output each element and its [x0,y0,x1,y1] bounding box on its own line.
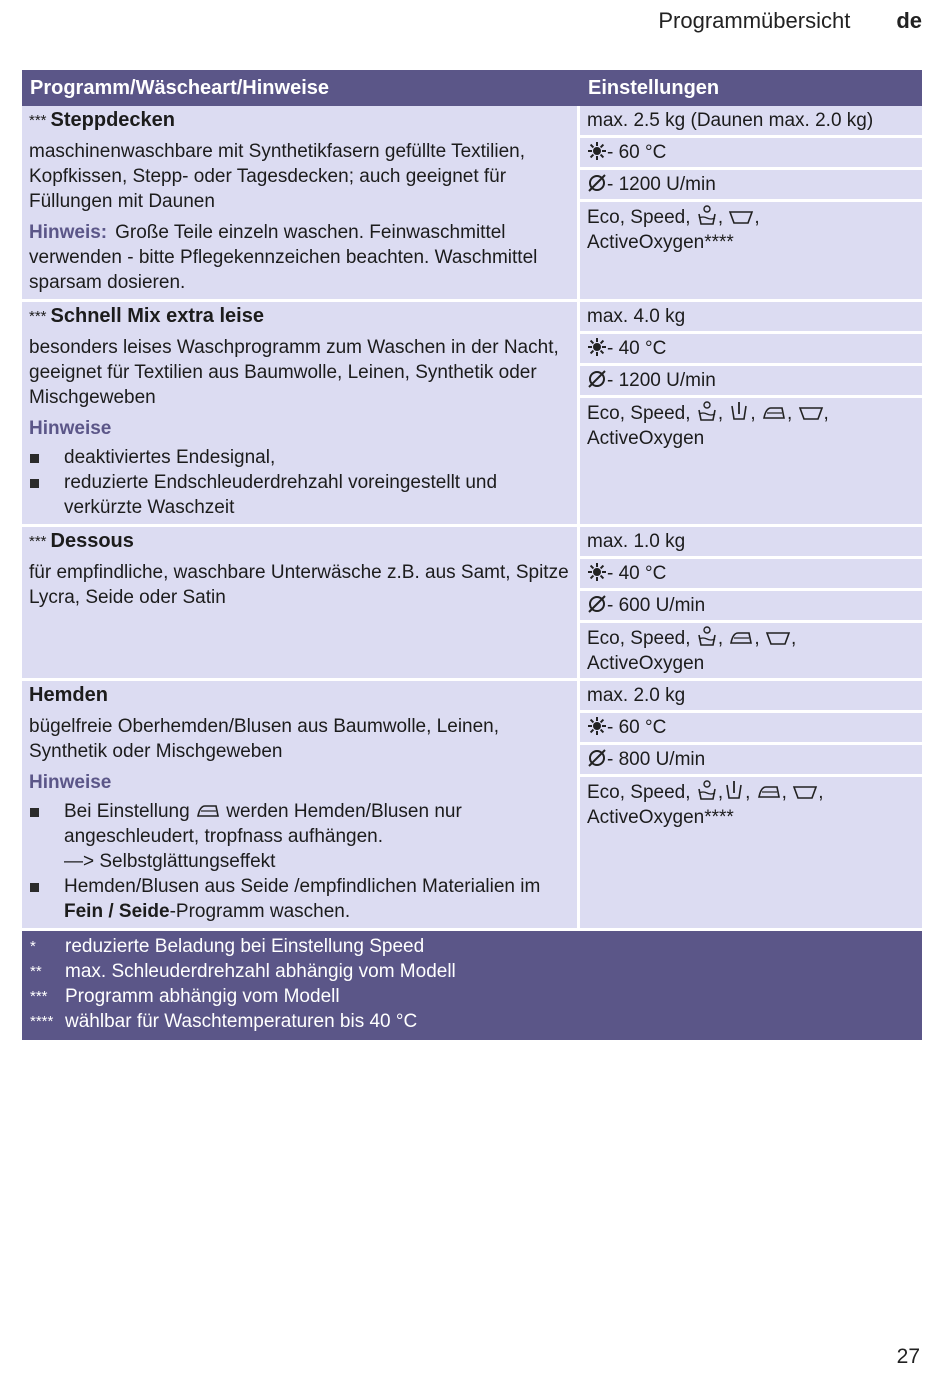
program-description: für empfindliche, waschbare Unterwäsche z.B. aus Samt, Spitze Lycra, Seide oder Satin [29,562,569,608]
tub-icon [765,629,791,647]
section-title: Programmübersicht [658,8,851,33]
rinse-hold-icon [728,400,750,422]
hints-label: Hinweise [29,418,112,439]
temperature-icon [587,562,607,582]
prewash-icon [696,779,718,801]
program-title: *** Dessous [29,530,134,552]
spin-icon [587,369,607,389]
bullet-icon [30,883,39,892]
program-cell [22,681,577,928]
temperature-icon [587,141,607,161]
spin-setting: - 1200 U/min [580,170,922,199]
options-setting: Eco, Speed, , , ActiveOxygen**** [580,202,922,299]
bullet-icon [30,454,39,463]
settings-cell [580,527,922,678]
program-cell [22,106,577,299]
hint-label: Hinweis: [29,222,108,243]
load-setting: max. 1.0 kg [580,527,922,556]
bullet-icon [30,479,39,488]
rinse-hold-icon [723,779,745,801]
language-code: de [896,8,922,33]
settings-cell [580,681,922,928]
page-header [658,8,922,34]
hint-text: Große Teile einzeln waschen. Feinwaschmittel verwenden - bitte Pflegekennzeichen beachten. Waschmittel sparsam dosieren. [29,222,538,293]
program-cell [22,527,577,678]
hint-list [29,799,570,849]
table-row [22,681,922,928]
prewash-icon [696,204,718,226]
spin-setting: - 1200 U/min [580,366,922,395]
iron-icon [761,402,787,422]
hints-label: Hinweise [29,772,112,793]
load-setting: max. 2.5 kg (Daunen max. 2.0 kg) [580,106,922,135]
temperature-setting: - 60 °C [580,138,922,167]
program-description: besonders leises Waschprogramm zum Waschen in der Nacht, geeignet für Textilien aus Baumwolle, Leinen, Synthetik oder Mischgeweben [29,337,559,408]
page-number: 27 [896,1345,920,1368]
list-item: deaktiviertes Endesignal, [29,445,570,470]
spin-icon [587,173,607,193]
footnote: * reduzierte Beladung bei Einstellung Speed [30,936,425,957]
iron-icon [728,627,754,647]
tub-icon [792,783,818,801]
iron-icon [756,781,782,801]
hint-list [29,874,570,924]
settings-cell [580,302,922,524]
program-cell [22,302,577,524]
temperature-setting: - 60 °C [580,713,922,742]
table-row [22,527,922,678]
temperature-setting: - 40 °C [580,559,922,588]
spin-setting: - 600 U/min [580,591,922,620]
table-row [22,302,922,524]
prewash-icon [696,625,718,647]
program-description: bügelfreie Oberhemden/Blusen aus Baumwolle, Leinen, Synthetik oder Mischgeweben [29,716,500,762]
prewash-icon [696,400,718,422]
program-table [22,70,922,1040]
footnote: *** Programm abhängig vom Modell [30,986,340,1007]
list-item: reduzierte Endschleuderdrehzahl voreingestellt und verkürzte Waschzeit [29,470,570,520]
footnote: ** max. Schleuderdrehzahl abhängig vom Modell [30,961,456,982]
column-header-settings: Einstellungen [588,76,720,99]
bullet-icon [30,808,39,817]
program-title: *** Steppdecken [29,109,175,131]
options-setting: Eco, Speed, , , , , ActiveOxygen [580,398,922,524]
table-row [22,106,922,299]
column-header-program: Programm/Wäscheart/Hinweise [30,76,329,99]
tub-icon [798,404,824,422]
spin-icon [587,748,607,768]
options-setting: Eco, Speed, , , , , ActiveOxygen**** [580,777,922,928]
iron-icon [195,800,221,820]
tub-icon [728,208,754,226]
program-description: maschinenwaschbare mit Synthetikfasern gefüllte Textilien, Kopfkissen, Stepp- oder Tagesdecken; auch geeignet für Füllungen mit Daunen [29,141,526,212]
list-item: Hemden/Blusen aus Seide /empfindlichen Materialien im Fein / Seide-Programm waschen. [29,874,570,924]
options-setting: Eco, Speed, , , , ActiveOxygen [580,623,922,678]
load-setting: max. 2.0 kg [580,681,922,710]
program-title: Hemden [29,684,108,706]
spin-setting: - 800 U/min [580,745,922,774]
load-setting: max. 4.0 kg [580,302,922,331]
table-header [22,70,922,106]
temperature-icon [587,337,607,357]
footnotes [22,931,922,1040]
temperature-setting: - 40 °C [580,334,922,363]
list-item: Bei Einstellung werden Hemden/Blusen nur angeschleudert, tropfnass aufhängen. [29,799,570,849]
program-title: *** Schnell Mix extra leise [29,305,264,327]
arrow-note: —> Selbstglättungseffekt [64,851,276,872]
spin-icon [587,594,607,614]
settings-cell [580,106,922,299]
program-hint [29,220,570,295]
footnote: **** wählbar für Waschtemperaturen bis 40 °C [30,1011,418,1032]
temperature-icon [587,716,607,736]
hint-list [29,445,570,520]
